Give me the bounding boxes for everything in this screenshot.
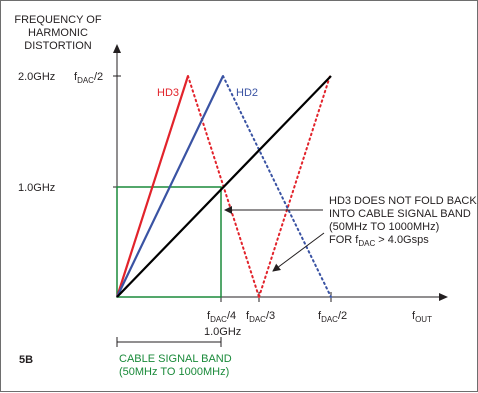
x-tick-label-fdac2: $f_{DAC}/2$ — [318, 310, 348, 324]
band-label-line2: (50MHz TO 1000MHz) — [119, 366, 230, 378]
x-axis-label: $f_{OUT}$ — [412, 310, 432, 324]
annotation-line3: (50MHz TO 1000MHz) — [329, 221, 440, 233]
annotation-line1: HD3 DOES NOT FOLD BACK — [329, 195, 477, 207]
y-axis-arrow — [113, 44, 121, 53]
y-tick-label-1ghz: 1.0GHz — [18, 182, 56, 194]
band-label-line1: CABLE SIGNAL BAND — [119, 353, 232, 365]
x-tick-label-1ghz: 1.0GHz — [204, 326, 242, 338]
y-tick-label-fdac2: $f_{DAC}/2$ — [74, 71, 104, 85]
x-axis-arrow — [439, 293, 448, 301]
x-tick-label-fdac4: $f_{DAC}/4$ — [207, 310, 237, 324]
y-tick-label-2ghz: 2.0GHz — [18, 71, 56, 83]
hd3-label: HD3 — [157, 87, 180, 99]
y-axis-title-line1: FREQUENCY OF — [14, 14, 102, 26]
hd2-label: HD2 — [236, 87, 259, 99]
y-axis-title-line3: DISTORTION — [24, 40, 92, 52]
y-axis-title-line2: HARMONIC — [28, 27, 88, 39]
annotation-line4: FOR $f_{DAC}$ > 4.0Gsps — [329, 234, 429, 248]
annotation-line2: INTO CABLE SIGNAL BAND — [329, 208, 471, 220]
hd3-fold-up — [259, 76, 330, 297]
x-tick-label-fdac3: $f_{DAC}/3$ — [246, 310, 276, 324]
diagram-canvas — [1, 1, 478, 393]
hd2-fold-down — [223, 76, 331, 297]
figure-label: 5B — [19, 354, 34, 366]
